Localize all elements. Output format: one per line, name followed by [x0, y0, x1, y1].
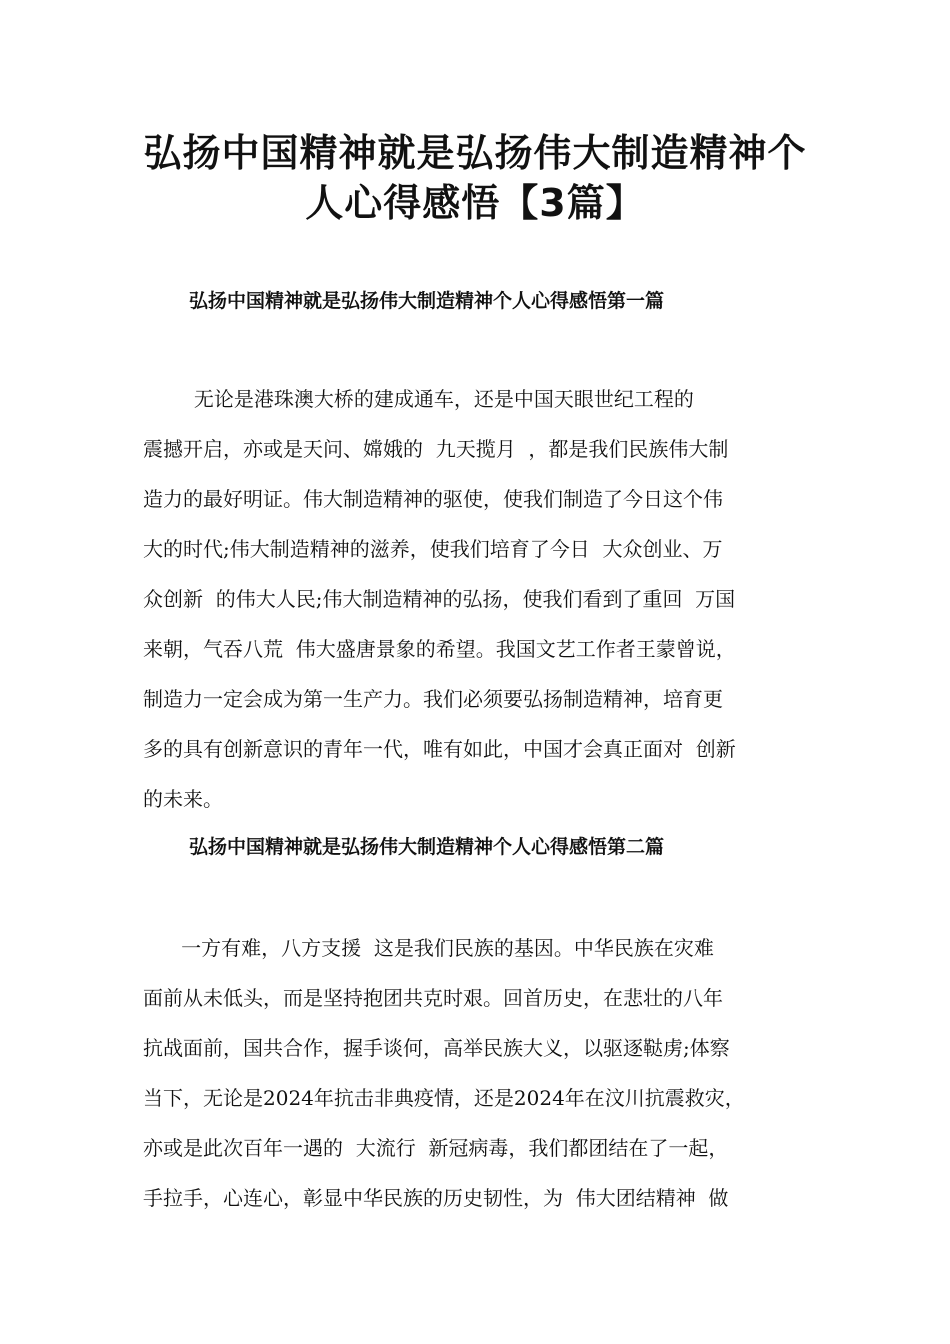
body-line: 震撼开启，亦或是天问、嫦娥的 九天揽月 ，都是我们民族伟大制 — [143, 437, 729, 461]
document-title-line-2: 人心得感悟【3篇】 — [305, 181, 645, 225]
section-2-body — [143, 933, 823, 1233]
body-line: 众创新 的伟大人民;伟大制造精神的弘扬，使我们看到了重回 万国 — [143, 587, 736, 611]
body-line: 亦或是此次百年一遇的 大流行 新冠病毒，我们都团结在了一起， — [143, 1136, 729, 1160]
body-line: 的未来。 — [143, 787, 223, 811]
body-line: 来朝，气吞八荒 伟大盛唐景象的希望。我国文艺工作者王蒙曾说， — [143, 637, 736, 661]
section-1-body — [143, 384, 823, 834]
body-line: 大的时代;伟大制造精神的滋养，使我们培育了今日 大众创业、万 — [143, 537, 723, 561]
body-line: 面前从未低头，而是坚持抱团共克时艰。回首历史，在悲壮的八年 — [143, 986, 723, 1010]
section-1-heading: 弘扬中国精神就是弘扬伟大制造精神个人心得感悟第一篇 — [189, 290, 665, 312]
body-line: 一方有难，八方支援 这是我们民族的基因。中华民族在灾难 — [143, 936, 714, 960]
body-line: 当下，无论是2024年抗击非典疫情，还是2024年在汶川抗震救灾， — [143, 1086, 745, 1110]
body-line: 抗战面前，国共合作，握手谈何，高举民族大义，以驱逐鞑虏;体察 — [143, 1036, 730, 1060]
body-line: 无论是港珠澳大桥的建成通车，还是中国天眼世纪工程的 — [143, 387, 694, 411]
body-line: 手拉手，心连心，彰显中华民族的历史韧性，为 伟大团结精神 做 — [143, 1186, 729, 1210]
body-line: 造力的最好明证。伟大制造精神的驱使，使我们制造了今日这个伟 — [143, 487, 723, 511]
body-line: 制造力一定会成为第一生产力。我们必须要弘扬制造精神，培育更 — [143, 687, 723, 711]
document-title-line-1: 弘扬中国精神就是弘扬伟大制造精神个 — [143, 131, 807, 175]
section-2-heading: 弘扬中国精神就是弘扬伟大制造精神个人心得感悟第二篇 — [189, 836, 665, 858]
body-line: 多的具有创新意识的青年一代，唯有如此，中国才会真正面对 创新 — [143, 737, 736, 761]
